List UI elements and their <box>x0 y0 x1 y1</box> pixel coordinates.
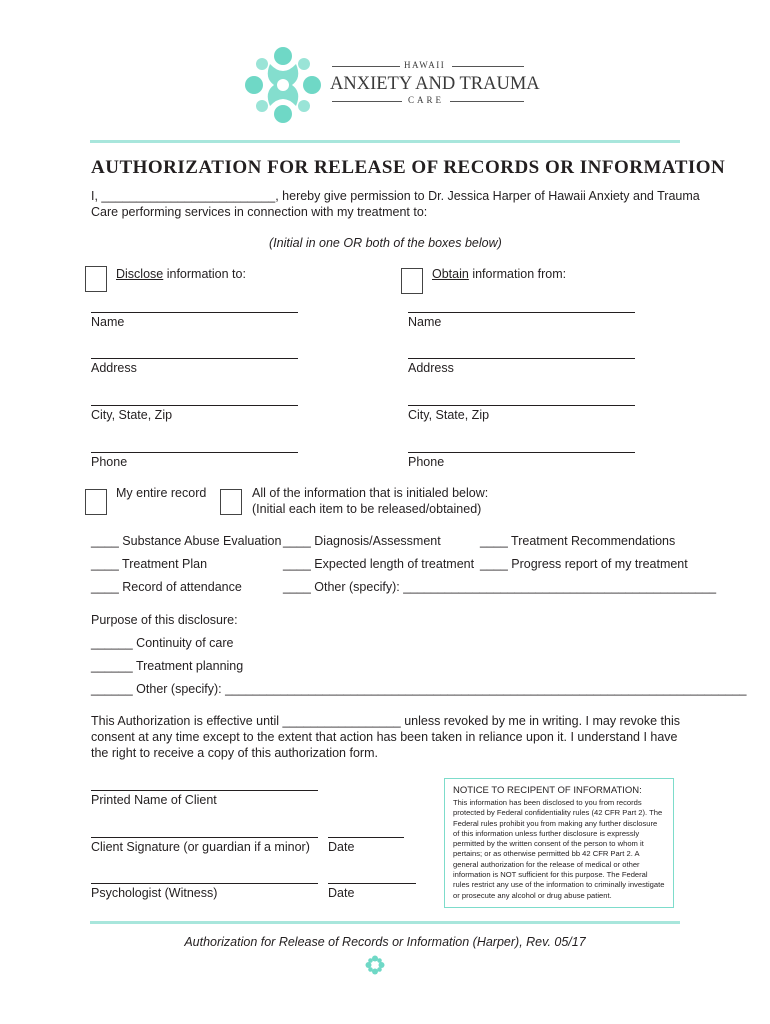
obtain-address-line[interactable] <box>408 358 635 359</box>
disclose-label-underlined: Disclose <box>116 267 164 281</box>
header-divider <box>90 140 680 143</box>
page-title: AUTHORIZATION FOR RELEASE OF RECORDS OR INFORMATION <box>91 157 726 178</box>
obtain-label-underlined: Obtain <box>432 267 469 281</box>
item-substance-abuse[interactable]: ____ Substance Abuse Evaluation <box>91 534 282 548</box>
item-treatment-plan[interactable]: ____ Treatment Plan <box>91 557 208 571</box>
obtain-address-label: Address <box>408 361 454 375</box>
obtain-phone-label: Phone <box>408 455 445 469</box>
intro-line1: I, _________________________, hereby give permission to Dr. Jessica Harper of Hawaii Anxiety and Trauma <box>91 189 700 203</box>
item-other[interactable]: ____ Other (specify): _____________________________________________ <box>283 580 717 594</box>
disclose-address-label: Address <box>91 361 137 375</box>
psychologist-date-line[interactable] <box>328 883 416 884</box>
purpose-other[interactable]: ______ Other (specify): ___________________________________________________________________________ <box>91 682 747 696</box>
obtain-city-line[interactable] <box>408 405 635 406</box>
footer-logo-icon <box>365 955 385 975</box>
obtain-checkbox[interactable] <box>401 268 423 294</box>
printed-name-line[interactable] <box>91 790 318 791</box>
obtain-name-line[interactable] <box>408 312 635 313</box>
printed-name-label: Printed Name of Client <box>91 793 217 807</box>
obtain-phone-line[interactable] <box>408 452 635 453</box>
obtain-label-rest: information from: <box>468 267 567 281</box>
purpose-planning[interactable]: ______ Treatment planning <box>91 659 244 673</box>
effective-line1: This Authorization is effective until _________________ unless revoked by me in writing. I may revoke this <box>91 714 680 728</box>
initialed-info-label-1: All of the information that is initialed below: <box>252 486 489 500</box>
client-date-line[interactable] <box>328 837 404 838</box>
logo-line2: ANXIETY AND TRAUMA <box>330 74 540 94</box>
disclose-name-label: Name <box>91 315 125 329</box>
client-signature-line[interactable] <box>91 837 318 838</box>
disclose-address-line[interactable] <box>91 358 298 359</box>
item-attendance[interactable]: ____ Record of attendance <box>91 580 242 594</box>
logo-line3: CARE <box>408 95 445 105</box>
footer-text: Authorization for Release of Records or Information (Harper), Rev. 05/17 <box>184 935 586 949</box>
psychologist-signature-line[interactable] <box>91 883 318 884</box>
notice-box <box>444 778 674 908</box>
obtain-label <box>432 266 566 282</box>
item-expected-length[interactable]: ____ Expected length of treatment <box>283 557 475 571</box>
disclose-city-label: City, State, Zip <box>91 408 173 422</box>
notice-heading: NOTICE TO RECIPENT OF INFORMATION: <box>453 785 642 796</box>
disclose-phone-label: Phone <box>91 455 128 469</box>
psychologist-label: Psychologist (Witness) <box>91 886 218 900</box>
instruction-text: (Initial in one OR both of the boxes below) <box>269 236 502 250</box>
initialed-info-label-2: (Initial each item to be released/obtained) <box>252 502 482 516</box>
logo-mark-icon <box>240 42 326 128</box>
disclose-city-line[interactable] <box>91 405 298 406</box>
purpose-continuity[interactable]: ______ Continuity of care <box>91 636 234 650</box>
logo-rule-right <box>452 66 524 67</box>
purpose-heading: Purpose of this disclosure: <box>91 613 238 627</box>
entire-record-label: My entire record <box>116 486 207 500</box>
logo-rule-left <box>332 66 400 67</box>
obtain-name-label: Name <box>408 315 442 329</box>
disclose-label <box>116 266 246 282</box>
initialed-info-checkbox[interactable] <box>220 489 242 515</box>
obtain-city-label: City, State, Zip <box>408 408 490 422</box>
disclose-phone-line[interactable] <box>91 452 298 453</box>
footer-divider <box>90 921 680 924</box>
client-date-label: Date <box>328 840 355 854</box>
disclose-label-rest: information to: <box>163 267 246 281</box>
entire-record-checkbox[interactable] <box>85 489 107 515</box>
logo-line1: HAWAII <box>404 60 446 70</box>
disclose-name-line[interactable] <box>91 312 298 313</box>
item-diagnosis[interactable]: ____ Diagnosis/Assessment <box>283 534 441 548</box>
effective-line3: the right to receive a copy of this authorization form. <box>91 746 378 760</box>
logo-rule-left2 <box>332 101 402 102</box>
disclose-checkbox[interactable] <box>85 266 107 292</box>
client-signature-label: Client Signature (or guardian if a minor) <box>91 840 310 854</box>
item-recommendations[interactable]: ____ Treatment Recommendations <box>480 534 676 548</box>
logo-rule-right2 <box>450 101 524 102</box>
effective-line2: consent at any time except to the extent that action has been taken in reliance upon it. I understand I have <box>91 730 678 744</box>
intro-line2: Care performing services in connection with my treatment to: <box>91 205 428 219</box>
item-progress-report[interactable]: ____ Progress report of my treatment <box>480 557 688 571</box>
notice-body: This information has been disclosed to you from records protected by Federal confidentiality rules (42 CFR Part 2). The Federal rules prohibit you from making any further disclosure of this information unless further disclosure is expressly permitted by the written consent of the person to whom it pertains; or as otherwise permitted bb 42 CFR Part 2. A general authorization for the release of medical or other information is NOT sufficient for this purpose. The Federal rules restrict any use of the information to criminally investigate or prosecute any alcohol or drug abuse patient. <box>453 798 665 900</box>
psychologist-date-label: Date <box>328 886 355 900</box>
